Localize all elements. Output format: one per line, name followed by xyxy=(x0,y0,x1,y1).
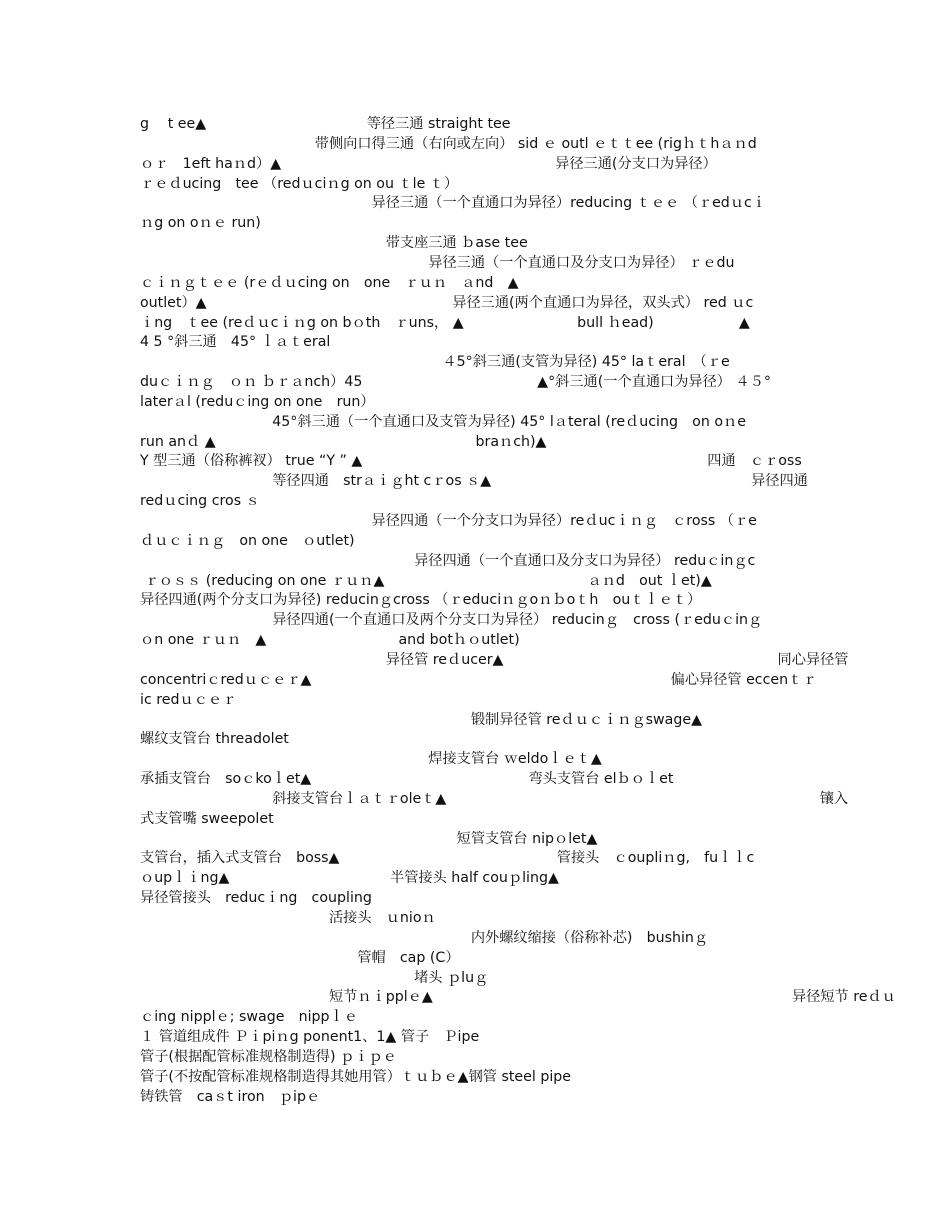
text-line: duｃｉｎｇ ｏｎ ｂｒａnch）45 ▲°斜三通(一个直通口为异径） ４５° xyxy=(140,374,771,390)
text-line: 异径管 reｄucer▲ 同心异径管 xyxy=(140,652,849,668)
text-line: 式支管嘴 sweepolet xyxy=(140,811,274,827)
text-line: 焊接支管台 ｗeldoｌｅｔ▲ xyxy=(140,751,602,767)
text-line: 短节ｎｉpplｅ▲ 异径短节 reｄｕ xyxy=(140,989,896,1005)
text-line: 内外螺纹缩接（俗称补芯) bushinｇ xyxy=(140,930,709,946)
text-line: ｎg on oｎｅ run) xyxy=(140,215,261,231)
text-line: ｉng ｔee (reｄｕcｉｎg on bｏth ｒuns， ▲ bull ｈead) ▲ xyxy=(140,315,750,331)
text-line: 异径四通(一个直通口及两个分支口为异径） reducinｇ cross (ｒeduｃinｇ xyxy=(140,612,763,628)
text-line: ｒｅｄucing tee （redｕciｎg on ou ｔle ｔ） xyxy=(140,176,459,192)
text-line: １ 管道组成件 Ｐｉpiｎg ponent1、1▲ 管子 Ｐipe xyxy=(140,1029,480,1045)
text-line: ４5°斜三通(支管为异径) 45° laｔeral （ｒe xyxy=(140,354,730,370)
text-line: 支管台，插入式支管台 boss▲ 管接头 ｃoupliｎg, fuｌｌc xyxy=(140,850,755,866)
text-line: outlet）▲ 异径三通(两个直通口为异径，双头式） red ｕc xyxy=(140,295,754,311)
text-line: 异径三通（一个直通口为异径）reducing ｔｅｅ （ｒedｕcｉ xyxy=(140,195,766,211)
text-line: ｏｒ 1eft haｎd）▲ 异径三通(分支口为异径） xyxy=(140,156,717,172)
text-line: 短管支管台 nipｏlet▲ xyxy=(140,831,598,847)
text-line: ｏn one ｒｕｎ ▲ and botｈｏutlet) xyxy=(140,632,520,648)
text-line: 锻制异径管 reｄｕｃｉｎｇswage▲ xyxy=(140,712,702,728)
text-line: g t ee▲ 等径三通 straight tee xyxy=(140,116,511,132)
text-line: 异径四通(两个分支口为异径) reducinｇcross （ｒeduciｎｇoｎｂoｔh ouｔｌｅｔ） xyxy=(140,592,702,608)
text-line: ｒｏｓｓ (reducing on one ｒｕｎ▲ ａｎd out ｌet)▲ xyxy=(140,573,712,589)
text-line: ic redｕｃｅｒ xyxy=(140,692,237,708)
text-line: 管子(不按配管标准规格制造得其她用管）ｔｕｂｅ▲钢管 steel pipe xyxy=(140,1069,572,1085)
text-line: 承插支管台 soｃkoｌet▲ 弯头支管台 elｂｏｌet xyxy=(140,771,674,787)
text-line: 管子(根据配管标准规格制造得) ｐｉｐｅ xyxy=(140,1049,397,1065)
text-line: 45°斜三通（一个直通口及支管为异径) 45° lａteral (reｄucing on oｎe xyxy=(140,414,746,430)
text-line: 异径管接头 reducｉng coupling xyxy=(140,890,372,906)
text-line: ｄｕｃｉｎｇ on one ｏutlet) xyxy=(140,533,355,549)
text-line: ｏupｌｉng▲ 半管接头 half couｐling▲ xyxy=(140,870,559,886)
text-line: 4 5 °斜三通 45° ｌａｔeral xyxy=(140,334,331,350)
text-line: 带侧向口得三通（右向或左向） sid ｅ outl ｅｔｔee (rigｈｔhａｎd xyxy=(140,136,757,152)
text-line: 螺纹支管台 threadolet xyxy=(140,731,289,747)
text-line: 堵头 ｐluｇ xyxy=(140,970,489,986)
text-line: ｃing nipplｅ; swage nippｌｅ xyxy=(140,1009,358,1025)
text-line: concentriｃredｕｃｅｒ▲ 偏心异径管 eccenｔｒ xyxy=(140,672,817,688)
text-line: 异径四通（一个分支口为异径）reｄucｉｎｇ ｃross （ｒe xyxy=(140,513,757,529)
text-line: 管帽 cap (C） xyxy=(140,950,460,966)
text-line: run anｄ ▲ braｎch)▲ xyxy=(140,434,547,450)
text-line: 铸铁管 caｓt iron ｐipｅ xyxy=(140,1089,321,1105)
text-line: 活接头 ｕnioｎ xyxy=(140,910,436,926)
text-line: ｃｉｎｇｔｅｅ (rｅｄｕcing on one ｒｕｎ ａnd ▲ xyxy=(140,275,519,291)
text-line: 异径三通（一个直通口及分支口为异径） ｒｅdu xyxy=(140,255,735,271)
text-line: Y 型三通（俗称裤衩） true “Y ” ▲ 四通 ｃｒoss xyxy=(140,453,802,469)
text-line: redｕcing cros ｓ xyxy=(140,493,260,509)
text-line: 带支座三通 ｂase tee xyxy=(140,235,528,251)
text-line: laterａl (reduｃing on one run） xyxy=(140,394,375,410)
text-line: 等径四通 strａｉｇht cｒos ｓ▲ 异径四通 xyxy=(140,473,808,489)
text-line: 斜接支管台ｌａｔｒoleｔ▲ 镶入 xyxy=(140,791,849,807)
text-line: 异径四通（一个直通口及分支口为异径） reduｃinｇc xyxy=(140,553,756,569)
